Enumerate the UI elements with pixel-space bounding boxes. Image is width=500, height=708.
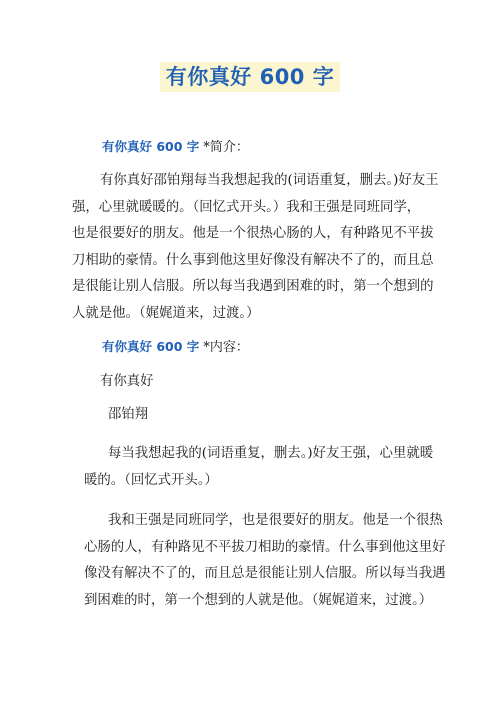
paragraph-line: 我和王强是同班同学，也是很要好的朋友。他是一个很热 [108,513,443,528]
paragraph-line: 像没有解决不了的，而且总是很能让别人信服。所以每当我遇 [84,566,446,581]
intro-line: 强，心里就暖暖的。（回忆式开头。）我和王强是同班同学， [72,199,421,215]
content-heading-highlight: 有你真好 600 字 [102,339,200,354]
intro-line: 人就是他。（娓娓道来，过渡。） [72,305,260,321]
intro-line: 刀相助的豪情。什么事到他这里好像没有解决不了的，而且总 [72,252,434,268]
content-author: 邵铂翔 [108,407,149,422]
document-title: 有你真好 600 字 [160,62,340,92]
intro-line: 有你真好邵铂翔每当我想起我的(词语重复，删去。)好友王 [100,173,439,188]
content-paragraph-2 [84,508,446,614]
paragraph-line: 心肠的人，有种路见不平拔刀相助的豪情。什么事到他这里好 [84,539,446,555]
paragraph-line: 暖的。（回忆式开头。） [84,472,218,488]
content-section-heading [102,337,249,358]
content-title: 有你真好 [100,374,154,389]
content-heading-label: *内容： [199,340,249,355]
title-container [0,62,500,92]
paragraph-line: 到困难的时，第一个想到的人就是他。（娓娓道来，过渡。） [84,592,433,608]
paragraph-line: 每当我想起我的(词语重复，删去。)好友王强，心里就暖 [108,446,434,461]
intro-heading-highlight: 有你真好 600 字 [102,139,200,154]
content-paragraph-1 [84,441,440,494]
intro-paragraph [72,168,439,327]
intro-heading-label: *简介： [199,140,249,155]
intro-section-heading [102,137,249,158]
intro-line: 也是很要好的朋友。他是一个很热心肠的人，有种路见不平拔 [72,226,434,241]
intro-line: 是很能让别人信服。所以每当我遇到困难的时，第一个想到的 [72,279,434,294]
